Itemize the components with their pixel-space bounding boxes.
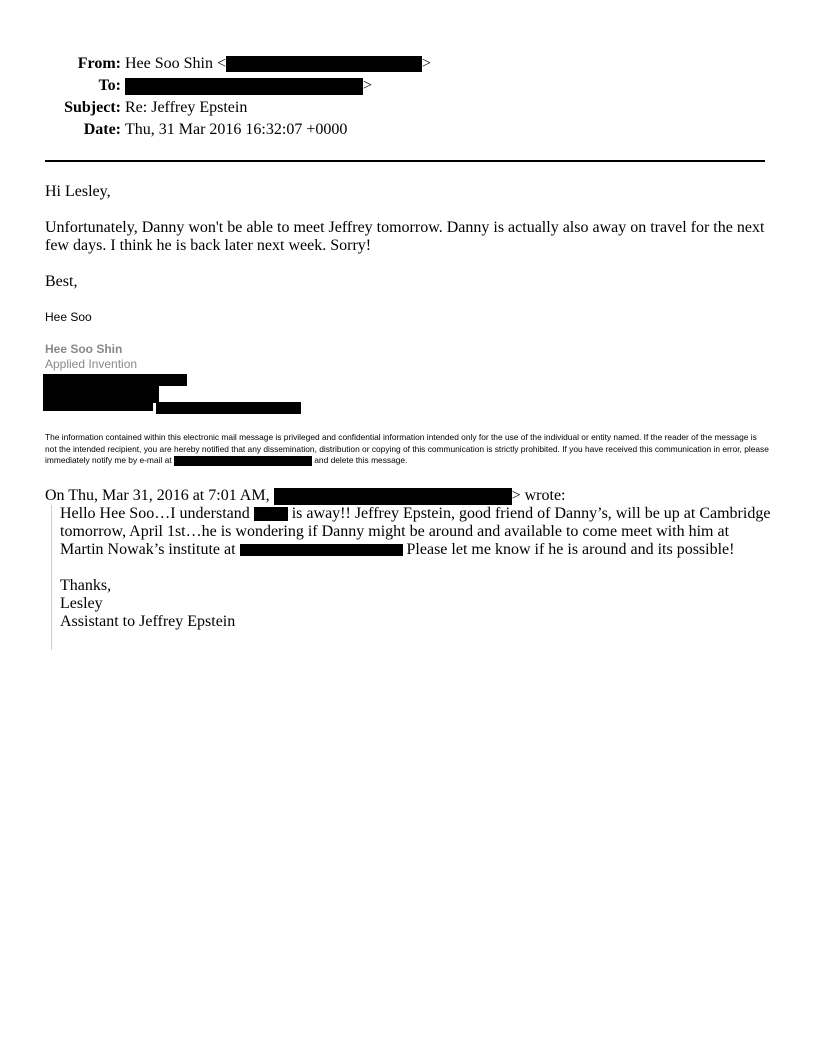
from-close: > bbox=[422, 55, 432, 72]
redaction-from-email bbox=[226, 56, 422, 72]
from-row bbox=[45, 53, 445, 75]
from-label: From: bbox=[77, 55, 121, 72]
quoted-text-part2: is away!! Jeffrey Epstein, good friend of Danny’s, will be up at Cambridge tomorrow, April 1st…he is wondering if Danny might be around and available to come meet with him at Martin Nowak’s institute at bbox=[60, 505, 771, 558]
date-row bbox=[45, 119, 445, 141]
redaction-address-line2 bbox=[43, 385, 159, 403]
disclaimer-text-end: and delete this message. bbox=[314, 455, 408, 465]
disclaimer bbox=[45, 432, 770, 467]
subject-row bbox=[45, 97, 445, 119]
email-header bbox=[45, 53, 445, 141]
quoted-paragraph bbox=[60, 505, 775, 559]
signoff: Hee Soo bbox=[45, 310, 92, 324]
from-name: Hee Soo Shin < bbox=[125, 55, 227, 72]
quoted-message bbox=[51, 505, 775, 650]
quoted-text-part1: Hello Hee Soo…I understand bbox=[60, 505, 250, 522]
redaction-phone-line bbox=[156, 402, 301, 414]
greeting: Hi Lesley, bbox=[45, 183, 111, 200]
header-divider bbox=[45, 160, 765, 162]
redaction-to-address bbox=[125, 78, 363, 95]
to-row bbox=[45, 75, 445, 97]
redaction-phone-partial bbox=[43, 402, 153, 411]
disclaimer-text: The information contained within this electronic mail message is privileged and confidential information intended only for the use of the individual or entity named. If the reader of the message is not the intended recipient, you are hereby notified that any dissemination, distribution or copying of this communication is strictly prohibited. If you have received this communication in error, please immediately notify me by e-mail at bbox=[45, 432, 769, 465]
quoted-name: Lesley bbox=[60, 595, 103, 612]
closing: Best, bbox=[45, 273, 78, 290]
quote-attribution-text: On Thu, Mar 31, 2016 at 7:01 AM, bbox=[45, 487, 270, 504]
subject-value: Re: Jeffrey Epstein bbox=[125, 99, 248, 116]
to-label: To: bbox=[98, 77, 121, 94]
signature-block bbox=[45, 342, 137, 372]
redaction-institute-address bbox=[240, 544, 403, 556]
signature-name: Hee Soo Shin bbox=[45, 342, 123, 356]
redaction-sender-address bbox=[274, 488, 512, 505]
subject-label: Subject: bbox=[64, 99, 121, 116]
quoted-thanks: Thanks, bbox=[60, 577, 112, 594]
redaction-disclaimer-email bbox=[174, 456, 312, 466]
quote-attribution bbox=[45, 487, 566, 505]
date-value: Thu, 31 Mar 2016 16:32:07 +0000 bbox=[125, 121, 348, 138]
quote-attribution-end: > wrote: bbox=[511, 487, 566, 504]
message-paragraph: Unfortunately, Danny won't be able to meet Jeffrey tomorrow. Danny is actually also away on travel for the next few days. I think he is back later next week. Sorry! bbox=[45, 219, 765, 254]
quoted-text-part3: Please let me know if he is around and its possible! bbox=[406, 541, 735, 558]
redaction-name bbox=[254, 507, 288, 521]
to-close: > bbox=[363, 77, 373, 94]
date-label: Date: bbox=[83, 121, 121, 138]
signature-company: Applied Invention bbox=[45, 357, 138, 371]
quoted-title: Assistant to Jeffrey Epstein bbox=[60, 613, 236, 630]
